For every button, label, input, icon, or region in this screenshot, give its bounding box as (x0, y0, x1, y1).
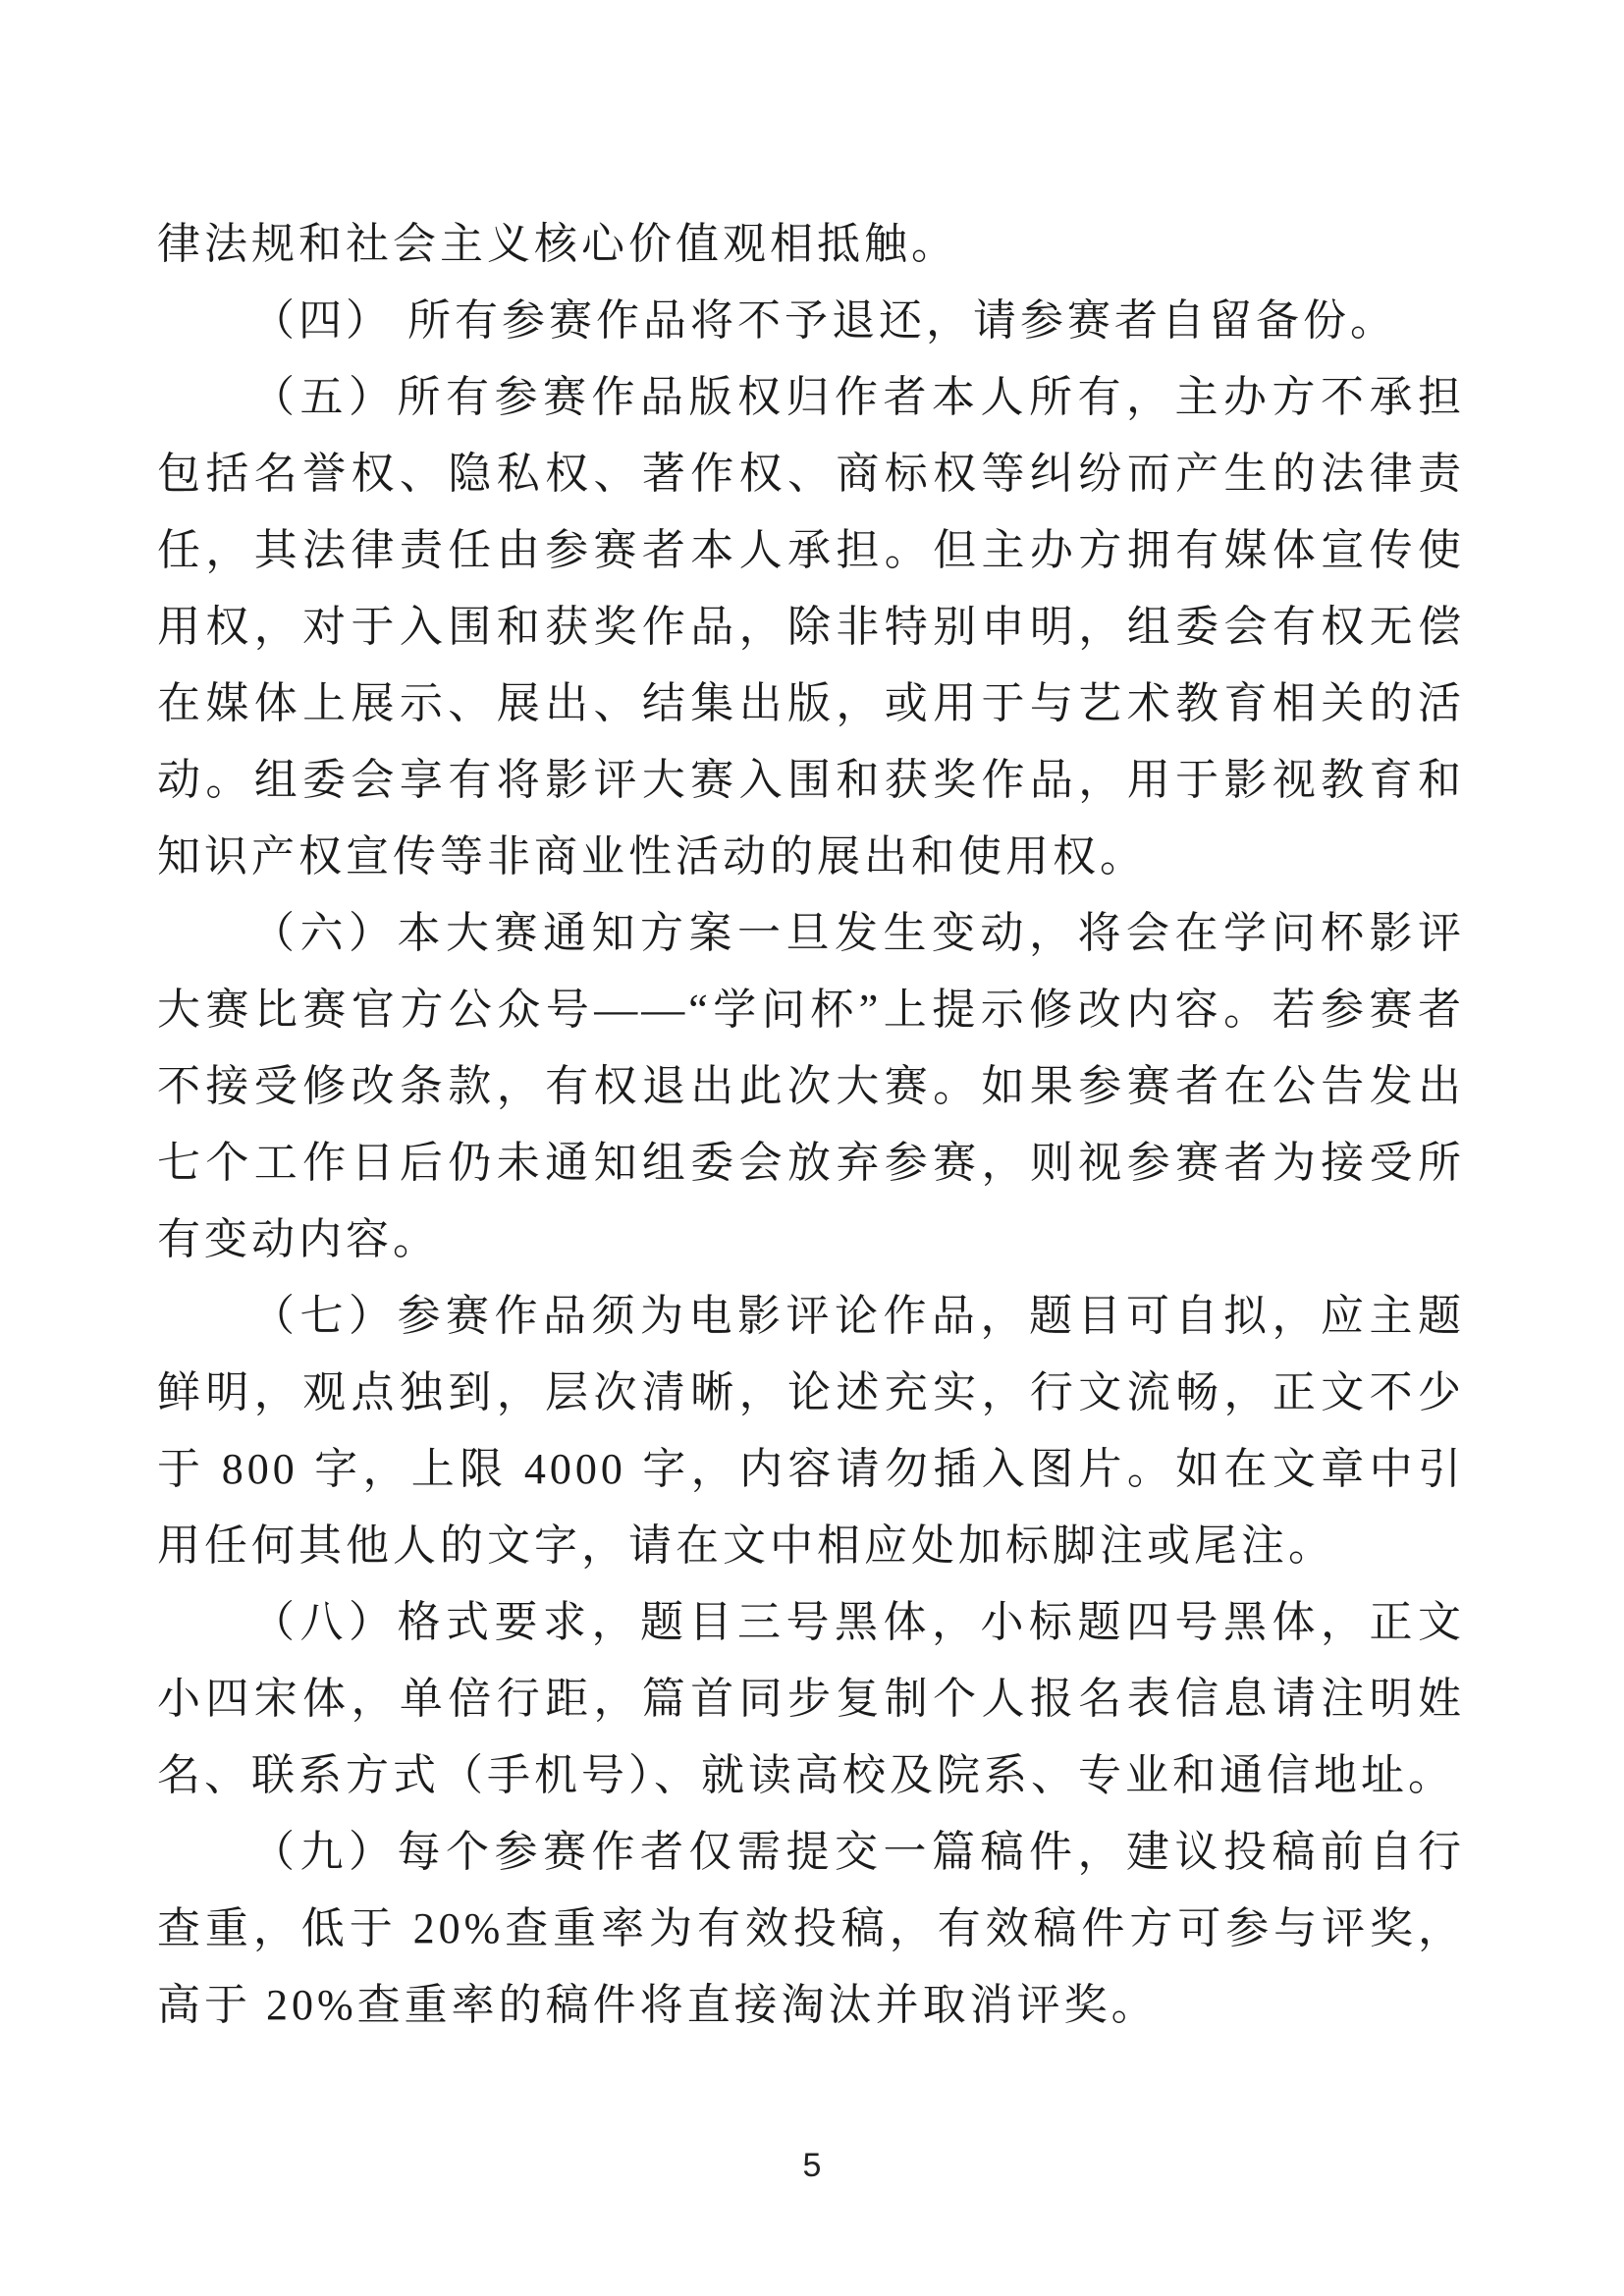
paragraph-item-5: （五）所有参赛作品版权归作者本人所有，主办方不承担包括名誉权、隐私权、著作权、商标权等纠纷而产生的法律责任，其法律责任由参赛者本人承担。但主办方拥有媒体宣传使用权，对于入围和获奖作品，除非特别申明，组委会有权无偿在媒体上展示、展出、结集出版，或用于与艺术教育相关的活动。组委会享有将影评大赛入围和获奖作品，用于影视教育和知识产权宣传等非商业性活动的展出和使用权。 (157, 373, 1465, 881)
page-number: 5 (802, 2147, 822, 2184)
paragraph-item-8: （八）格式要求，题目三号黑体，小标题四号黑体，正文小四宋体，单倍行距，篇首同步复制个人报名表信息请注明姓名、联系方式（手机号）、就读高校及院系、专业和通信地址。 (157, 1598, 1465, 1799)
document-body (157, 206, 1465, 2044)
paragraph-continuation: 律法规和社会主义核心价值观相抵触。 (157, 220, 958, 268)
paragraph-item-7: （七）参赛作品须为电影评论作品，题目可自拟，应主题鲜明，观点独到，层次清晰，论述充实，行文流畅，正文不少于 800 字，上限 4000 字，内容请勿插入图片。如在文章中引用任何其他人的文字，请在文中相应处加标脚注或尾注。 (157, 1292, 1465, 1570)
paragraph-item-4: （四） 所有参赛作品将不予退还，请参赛者自留备份。 (251, 296, 1397, 345)
paragraph-item-6: （六）本大赛通知方案一旦发生变动，将会在学问杯影评大赛比赛官方公众号——“学问杯”上提示修改内容。若参赛者不接受修改条款，有权退出此次大赛。如果参赛者在公告发出七个工作日后仍未通知组委会放弃参赛，则视参赛者为接受所有变动内容。 (157, 909, 1465, 1263)
paragraph-item-9: （九）每个参赛作者仅需提交一篇稿件，建议投稿前自行查重，低于 20%查重率为有效投稿，有效稿件方可参与评奖，高于 20%查重率的稿件将直接淘汰并取消评奖。 (157, 1828, 1465, 2029)
